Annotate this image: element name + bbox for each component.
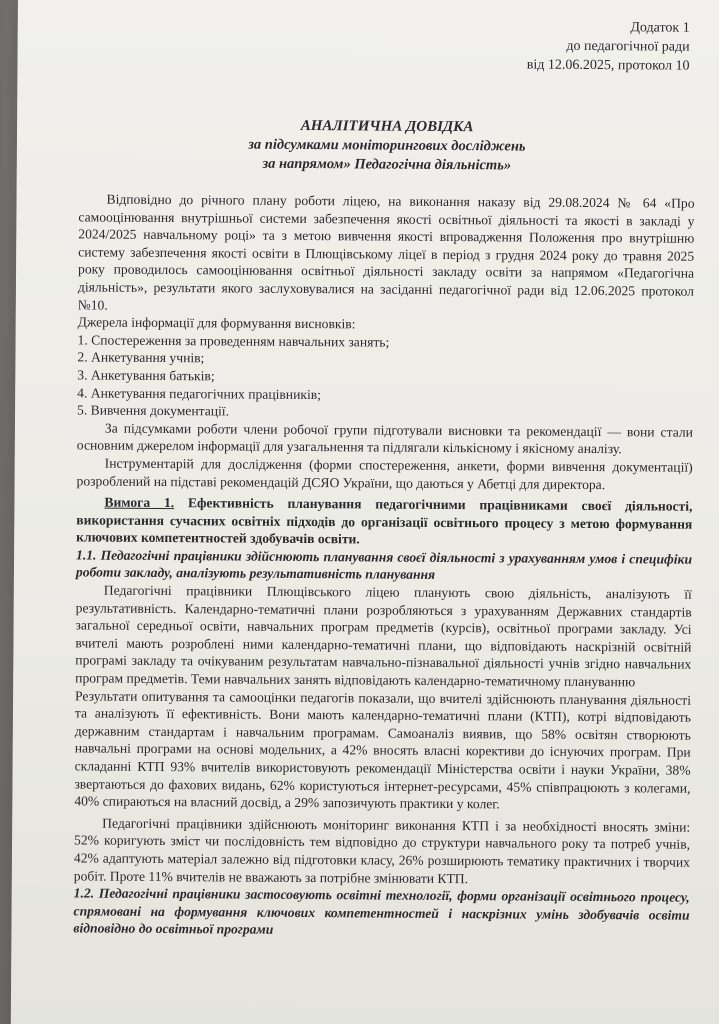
list-item: 4. Анкетування педагогічних працівників; [77,384,322,402]
intro-paragraph: Відповідно до річного плану роботи ліцею, на виконання наказу від 29.08.2024 № 64 «Про самооцінювання внутрішньої системи забезпечення якості освітньої діяльності та якості в закладі у 2024/2025 навчальному році» та з метою вивчення якості впровадження Положення про внутрішню систему забезпечення якості освіти в Плющівському ліцеї в період з грудня 2024 року до травня 2025 року проводилось самооцінювання освітньої діяльності закладу освіти за напрямом «Педагогічна діяльність», результати якого заслуховувалися на засіданні педагогічної ради від 12.06.2025 протокол №10. [77,191,695,313]
list-item: 1. Спостереження за проведенням навчальних занять; [77,332,390,350]
section-1-2-heading: 1.2. Педагогічні працівники застосовують освітні технології, форми організації освітнього процесу, спрямовані на формування ключових компетентностей і наскрізних умінь здобувачів освіти відповідно до освітньої програми [73,885,690,938]
title-line-3: за напрямом» Педагогічна діяльність» [262,155,512,174]
tools-paragraph: Інструментарій для дослідження (форми спостереження, анкети, форми вивчення документації) розроблений на підставі рекомендацій ДСЯО України, що даються у Абетці для директора. [76,455,693,492]
title-main: АНАЛІТИЧНА ДОВІДКА [300,117,474,136]
section-1-1-paragraph-1: Педагогічні працівники Плющівського ліцею планують свою діяльність, аналізують її результативність. Календарно-тематичні плани розробляються з урахуванням Державних стандартів загальної середньої освіти, навчальних програм предметів (курсів), освітньої програми закладу. Усі вчителі мають розроблені ними календарно-тематичні плани, що відповідають наскрізній освітній програмі закладу та очікуваним результатам навчально-пізнавальної діяльності учнів згідно навчальних програм предметів. Теми навчальних занять відповідають календарно-тематичному плануванню [75,582,692,690]
requirement-1-label: Вимога 1. [104,494,175,511]
list-item: 2. Анкетування учнів; [77,349,205,366]
section-1-1-paragraph-3: Педагогічні працівники здійснюють моніторинг виконання КТП і за необхідності вносять зміни: 52% коригують зміст чи послідовність тем відповідно до структури навчального року та потреб учнів, 42% адаптують матеріал залежно від підготовки класу, 26% розширюють тематику практичних і творчих робіт. Проте 11% вчителів не вважають за потрібне змінювати КТП. [73,815,691,886]
title-line-2: за підсумками моніторингових досліджень [248,136,526,155]
annex-line-1: Додаток 1 [630,20,690,36]
annex-header [79,14,689,75]
sources-heading: Джерела інформації для формування висновків: [77,314,356,332]
sources-list [77,331,694,423]
annex-line-3: від 12.06.2025, протокол 10 [526,57,690,74]
paper-sheet [11,0,719,1024]
document-content [73,14,695,941]
list-item: 3. Анкетування батьків; [77,367,215,384]
document-title [79,115,695,176]
requirement-1-text: Ефективність планування педагогічними працівниками своєї діяльності, використання сучасних освітніх підходів до організації освітнього процесу з метою формування ключових компетентностей здобувачів освіти. [76,495,693,547]
section-1-1-paragraph-2: Результати опитування та самооцінки педагогів показали, що вчителі здійснюють планування діяльності та аналізують її ефективність. Вони мають календарно-тематичні плани (КТП), котрі відповідають державним стандартам і навчальним програмам. Самоаналіз виявив, що 58% освітян створюють навчальні програми на основі модельних, а 42% вносять власні корективи до існуючих програм. При складанні КТП 93% вчителів використовують рекомендації Міністерства освіти і науки України, 38% звертаються до фахових видань, 62% користуються інтернет-ресурсами, 45% співпрацюють з колегами, 40% спираються на власний досвід, а 29% запозичують практики у колег. [74,688,692,812]
workgroup-paragraph: За підсумками роботи члени робочої групи підготували висновки та рекомендації — вони стали основним джерелом інформації для узагальнення та підлягали кількісному і якісному аналізу. [76,420,693,457]
section-1-1-heading: 1.1. Педагогічні працівники здійснюють планування своєї діяльності з урахуванням умов і специфіки роботи закладу, аналізують результативність планування [75,547,693,583]
list-item: 5. Вивчення документації. [77,402,230,419]
requirement-1 [76,494,692,551]
annex-line-2: до педагогічної ради [566,38,690,55]
